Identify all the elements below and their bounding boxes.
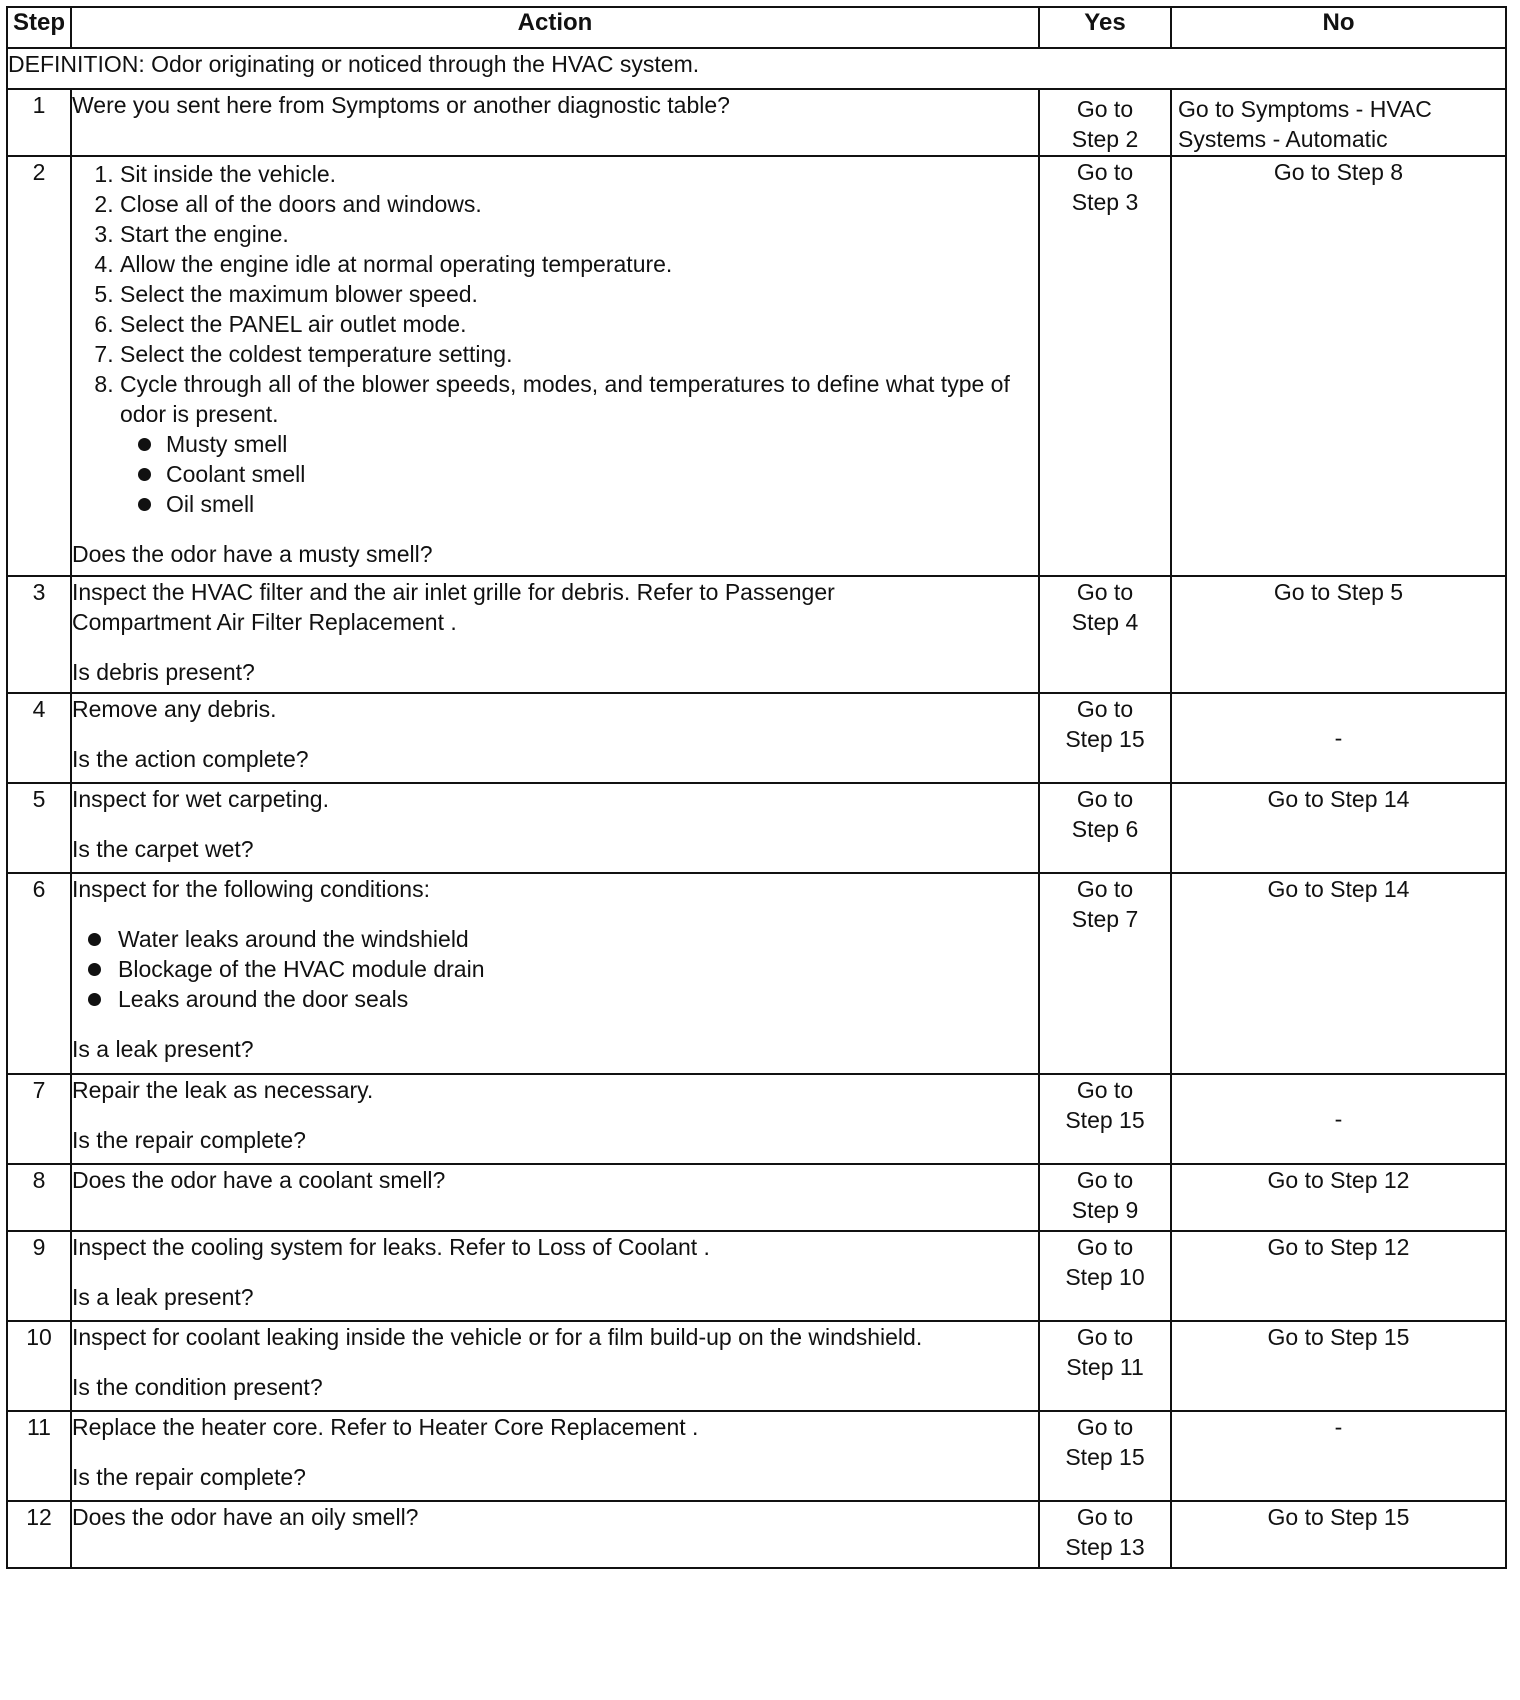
no-cell: - [1171,693,1506,783]
yes-cell [1039,156,1171,576]
yes-text-line2: Step 7 [1071,906,1139,932]
odor-type-list [120,429,1038,519]
action-text: Replace the heater core. Refer to Heater Core Replacement . [72,1414,699,1440]
table-row [7,1321,1506,1411]
step-number: 11 [7,1411,71,1501]
list-item [120,369,1038,519]
action-text: Inspect for coolant leaking inside the vehicle or for a film build-up on the windshield. [72,1324,923,1350]
action-text: Inspect for the following conditions: [72,876,430,902]
step-number: 7 [7,1074,71,1164]
header-no: No [1171,7,1506,48]
step-number: 4 [7,693,71,783]
yes-text-line2: Step 2 [1071,126,1139,152]
table-row [7,156,1506,576]
action-cell [71,1321,1039,1411]
yes-text-line1: Go to [1076,876,1134,902]
step-number: 10 [7,1321,71,1411]
list-item: 1. Sit inside the vehicle. [120,159,1038,189]
procedure-list [72,159,1038,519]
action-text-line1: Inspect the HVAC filter and the air inlet grille for debris. Refer to Passenger [72,579,835,605]
yes-text-line2: Step 13 [1065,1534,1145,1560]
diagnostic-document [6,6,1507,1569]
step-number: 1 [7,89,71,156]
action-text: Were you sent here from Symptoms or another diagnostic table? [72,92,730,118]
action-text: Repair the leak as necessary. [72,1077,374,1103]
list-item: 6. Select the PANEL air outlet mode. [120,309,1038,339]
yes-text-line2: Step 11 [1066,1354,1144,1380]
yes-cell [1039,783,1171,873]
no-cell: Go to Step 8 [1171,156,1506,576]
yes-text-line1: Go to [1076,1504,1134,1530]
question-text: Is a leak present? [72,1284,254,1310]
list-item: 7. Select the coldest temperature setting. [120,339,1038,369]
question-text: Is the repair complete? [72,1464,306,1490]
yes-text-line2: Step 9 [1071,1197,1139,1223]
action-text: Remove any debris. [72,696,277,722]
yes-text-line2: Step 10 [1065,1264,1145,1290]
step-number: 3 [7,576,71,693]
no-cell: - [1171,1411,1506,1501]
header-action: Action [71,7,1039,48]
yes-cell [1039,693,1171,783]
yes-text-line1: Go to [1076,579,1134,605]
question-text: Is the action complete? [72,746,309,772]
action-text-line2: Compartment Air Filter Replacement . [72,609,457,635]
no-cell: Go to Step 14 [1171,783,1506,873]
list-item: 4. Allow the engine idle at normal operating temperature. [120,249,1038,279]
bullet-item: Leaks around the door seals [72,984,1038,1014]
bullet-item: Water leaks around the windshield [72,924,1038,954]
definition-text: DEFINITION: Odor originating or noticed through the HVAC system. [7,48,1506,89]
action-cell [71,576,1039,693]
action-text: Inspect the cooling system for leaks. Refer to Loss of Coolant . [72,1234,710,1260]
action-cell [71,1501,1039,1568]
no-cell [1171,89,1506,156]
table-row [7,1074,1506,1164]
yes-cell [1039,1164,1171,1231]
yes-cell [1039,576,1171,693]
list-item: 5. Select the maximum blower speed. [120,279,1038,309]
yes-cell [1039,1074,1171,1164]
yes-cell [1039,89,1171,156]
action-cell [71,693,1039,783]
no-text-line2: Systems - Automatic [1178,126,1388,152]
no-cell: Go to Step 15 [1171,1321,1506,1411]
yes-cell [1039,1321,1171,1411]
yes-text-line2: Step 15 [1065,1444,1145,1470]
bullet-item: Blockage of the HVAC module drain [72,954,1038,984]
table-row [7,873,1506,1074]
yes-text-line2: Step 15 [1065,726,1145,752]
no-cell: Go to Step 12 [1171,1231,1506,1321]
step-number: 5 [7,783,71,873]
yes-text-line1: Go to [1076,786,1134,812]
no-text-line1: Go to Symptoms - HVAC [1178,96,1432,122]
action-cell [71,1411,1039,1501]
step-number: 12 [7,1501,71,1568]
question-text: Does the odor have a musty smell? [72,541,433,567]
table-row [7,89,1506,156]
yes-text-line1: Go to [1076,1077,1134,1103]
action-text: Inspect for wet carpeting. [72,786,329,812]
table-row [7,1411,1506,1501]
no-cell: Go to Step 14 [1171,873,1506,1074]
no-cell: Go to Step 12 [1171,1164,1506,1231]
step-number: 9 [7,1231,71,1321]
action-cell [71,1164,1039,1231]
yes-cell [1039,1231,1171,1321]
yes-text-line1: Go to [1076,159,1134,185]
yes-text-line1: Go to [1076,696,1134,722]
action-cell [71,156,1039,576]
question-text: Is a leak present? [72,1036,254,1062]
step-number: 8 [7,1164,71,1231]
yes-text-line1: Go to [1076,1414,1134,1440]
condition-list [72,924,1038,1014]
yes-text-line2: Step 15 [1065,1107,1145,1133]
table-row [7,1501,1506,1568]
yes-text-line2: Step 3 [1071,189,1139,215]
yes-text-line1: Go to [1076,1234,1134,1260]
table-header-row [7,7,1506,48]
yes-cell [1039,873,1171,1074]
action-cell [71,783,1039,873]
question-text: Is the condition present? [72,1374,323,1400]
definition-row [7,48,1506,89]
yes-cell [1039,1411,1171,1501]
diagnostic-table [6,6,1507,1569]
table-row [7,1231,1506,1321]
yes-text-line2: Step 6 [1071,816,1139,842]
action-text: Does the odor have a coolant smell? [72,1167,446,1193]
yes-cell [1039,1501,1171,1568]
yes-text-line2: Step 4 [1071,609,1139,635]
yes-text-line1: Go to [1076,1324,1134,1350]
bullet-item: Oil smell [136,489,1038,519]
table-row [7,693,1506,783]
no-cell: Go to Step 15 [1171,1501,1506,1568]
step-number: 6 [7,873,71,1074]
step-number: 2 [7,156,71,576]
action-text: Does the odor have an oily smell? [72,1504,419,1530]
header-yes: Yes [1039,7,1171,48]
table-row [7,1164,1506,1231]
question-text: Is the carpet wet? [72,836,254,862]
no-cell: Go to Step 5 [1171,576,1506,693]
yes-text-line1: Go to [1076,96,1134,122]
action-cell [71,873,1039,1074]
list-item-text: Cycle through all of the blower speeds, modes, and temperatures to define what type of odor is present. [120,371,1010,427]
yes-text-line1: Go to [1076,1167,1134,1193]
question-text: Is debris present? [72,659,255,685]
bullet-item: Musty smell [136,429,1038,459]
table-row [7,576,1506,693]
action-cell [71,1231,1039,1321]
action-cell [71,89,1039,156]
table-row [7,783,1506,873]
no-cell: - [1171,1074,1506,1164]
list-item: 2. Close all of the doors and windows. [120,189,1038,219]
question-text: Is the repair complete? [72,1127,306,1153]
list-item: 3. Start the engine. [120,219,1038,249]
bullet-item: Coolant smell [136,459,1038,489]
header-step: Step [7,7,71,48]
action-cell [71,1074,1039,1164]
